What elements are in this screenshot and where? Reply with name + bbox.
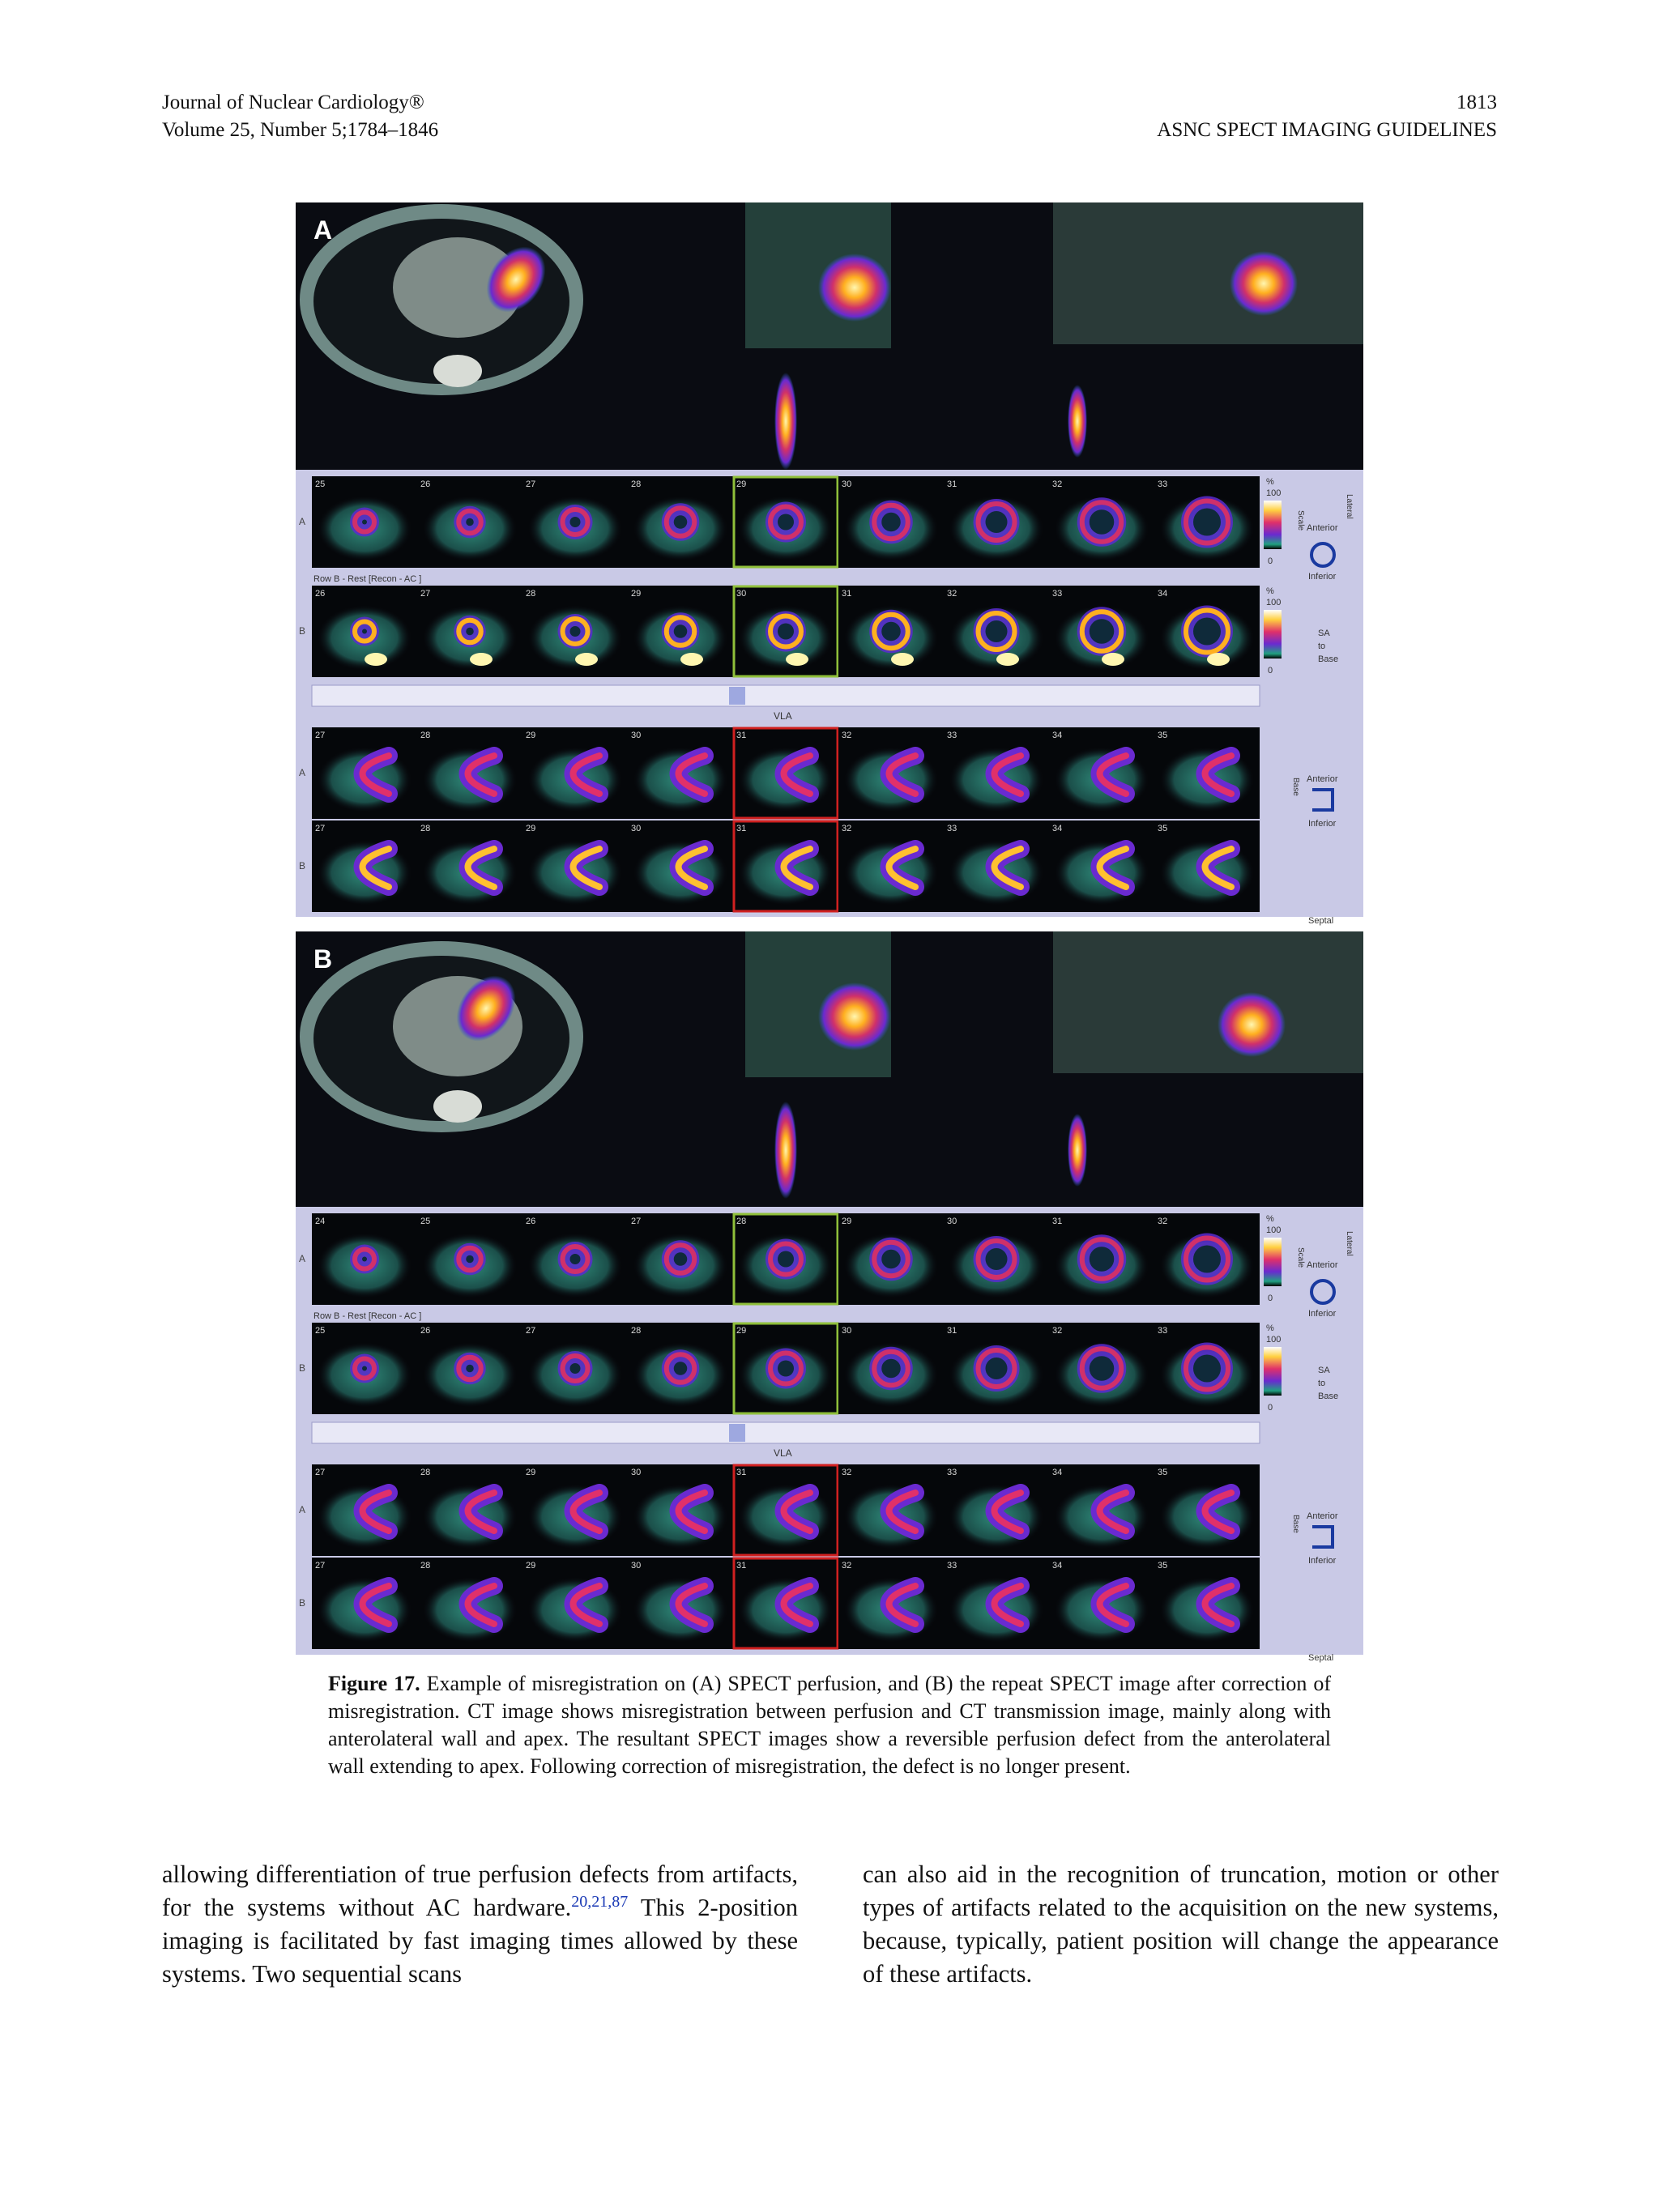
sa-to-base-label: Base	[1318, 1392, 1339, 1401]
slice-number: 31	[947, 479, 957, 489]
lv-cavity	[1090, 509, 1115, 535]
septal-label: Septal	[1308, 1653, 1334, 1663]
slice-number: 34	[1158, 589, 1168, 599]
slice-number: 34	[1052, 1561, 1063, 1571]
lv-cavity	[570, 517, 581, 527]
sa-row-b-slice	[1049, 586, 1154, 677]
vla-row-b-slice	[312, 1558, 417, 1649]
slice-number: 34	[1052, 731, 1063, 740]
sa-row-a-slice	[417, 476, 522, 568]
lv-cavity	[674, 515, 688, 529]
lv-cavity	[778, 514, 794, 531]
slice-number: 30	[631, 731, 642, 740]
slice-number: 33	[947, 1561, 957, 1571]
vla-row-b-slice	[838, 820, 944, 912]
vla-row-a-slice	[838, 1464, 944, 1556]
lv-cavity	[362, 1366, 367, 1371]
vla-row-b-slice	[733, 1558, 838, 1649]
slice-number: 27	[315, 1468, 326, 1477]
inferior-hotspot	[786, 653, 808, 666]
sa-row-b-slice	[1049, 1323, 1154, 1414]
lv-cavity	[466, 518, 474, 526]
scale-max: 100	[1266, 598, 1282, 607]
slice-number: 30	[842, 1326, 852, 1336]
sa-row-a-slice	[522, 476, 628, 568]
journal-name: Journal of Nuclear Cardiology®	[162, 92, 424, 113]
sa-row-a-slice	[312, 1213, 417, 1305]
vla-row-a-slice	[628, 1464, 733, 1556]
scale-side-label: Scale	[1296, 1247, 1305, 1268]
slice-number: 35	[1158, 1468, 1168, 1477]
slice-number: 28	[631, 1326, 642, 1336]
sa-row-b-slice	[522, 1323, 628, 1414]
slice-number: 33	[1052, 589, 1063, 599]
base-label: Base	[1291, 1515, 1300, 1533]
coronal-heart-uptake	[818, 982, 891, 1051]
sa-row-a-slice	[838, 476, 944, 568]
spine	[433, 1090, 482, 1123]
scale-min: 0	[1268, 556, 1273, 566]
scale-max: 100	[1266, 1335, 1282, 1345]
slice-number: 31	[736, 1561, 747, 1571]
row-letter: B	[299, 860, 306, 872]
vla-row-a-slice	[733, 727, 838, 819]
vla-row-a-slice	[838, 727, 944, 819]
lv-cavity	[674, 624, 688, 638]
panel-label: A	[313, 215, 333, 245]
lv-cavity	[570, 626, 581, 637]
sagittal-ct	[1053, 931, 1363, 1073]
body-column-right	[863, 1858, 1499, 1991]
lv-cavity	[466, 1365, 474, 1373]
lv-cavity	[1090, 1356, 1115, 1381]
slice-number: 31	[736, 824, 747, 833]
scale-bar	[1264, 501, 1282, 549]
sa-row-a-slice	[733, 1213, 838, 1305]
slice-number: 30	[736, 589, 747, 599]
slice-viewer	[296, 470, 1363, 926]
vla-row-a-slice	[1154, 727, 1260, 819]
anterior-label: Anterior	[1307, 1260, 1338, 1270]
slice-number: 30	[631, 824, 642, 833]
slice-number: 29	[526, 824, 536, 833]
vla-row-a-slice	[944, 1464, 1049, 1556]
slice-number: 32	[842, 824, 852, 833]
scale-percent: %	[1266, 586, 1274, 596]
sagittal-liver-uptake	[1068, 385, 1087, 458]
figure-caption	[328, 1670, 1331, 1780]
lv-cavity	[674, 1362, 688, 1375]
lv-cavity	[881, 513, 901, 532]
vla-row-a-slice	[522, 727, 628, 819]
vla-row-a-slice	[417, 1464, 522, 1556]
slice-number: 26	[315, 589, 326, 599]
vla-row-b-slice	[733, 820, 838, 912]
body-text-left-1: allowing differentiation of true perfusion defects from artifacts, for the systems without AC hardware.	[162, 1860, 798, 1921]
scale-percent: %	[1266, 1323, 1274, 1333]
slice-number: 32	[1052, 1326, 1063, 1336]
sa-row-b-slice	[417, 1323, 522, 1414]
slice-number: 28	[420, 731, 431, 740]
lv-cavity	[570, 1254, 581, 1264]
row-letter: A	[299, 516, 306, 527]
scale-bar	[1264, 610, 1282, 658]
lv-cavity	[570, 1363, 581, 1374]
lv-cavity	[881, 622, 901, 641]
slice-number: 33	[1158, 479, 1168, 489]
slice-number: 31	[842, 589, 852, 599]
slice-number: 30	[947, 1217, 957, 1226]
vla-row-b-slice	[628, 1558, 733, 1649]
row-letter: A	[299, 767, 306, 778]
inferior-hotspot	[365, 653, 387, 666]
slice-number: 26	[526, 1217, 536, 1226]
scale-percent: %	[1266, 477, 1274, 487]
slice-number: 29	[736, 479, 747, 489]
slice-number: 35	[1158, 731, 1168, 740]
inferior-hotspot	[891, 653, 914, 666]
lv-cavity	[1090, 619, 1115, 644]
sa-row-b-slice	[417, 586, 522, 677]
slice-number: 34	[1052, 1468, 1063, 1477]
slice-number: 25	[315, 479, 326, 489]
sa-row-a-slice	[1154, 476, 1260, 568]
vla-row-b-slice	[417, 1558, 522, 1649]
lv-cavity	[362, 1257, 367, 1262]
inferior-hotspot	[575, 653, 598, 666]
slice-viewer	[296, 1207, 1363, 1663]
volume-info: Volume 25, Number 5;1784–1846	[162, 119, 439, 141]
vla-row-b-slice	[1154, 1558, 1260, 1649]
slice-scrollbar	[312, 685, 1260, 706]
inferior-hotspot	[680, 653, 703, 666]
slice-number: 31	[736, 731, 747, 740]
slice-number: 27	[315, 1561, 326, 1571]
sagittal-ct	[1053, 202, 1363, 344]
lv-cavity	[778, 1361, 794, 1377]
body-text-left-2: This 2-position imaging is facilitated by fast imaging times allowed by these systems. Two sequential scans	[162, 1894, 799, 1988]
slice-number: 29	[842, 1217, 852, 1226]
slice-number: 35	[1158, 1561, 1168, 1571]
vla-row-b-slice	[628, 820, 733, 912]
slice-number: 35	[1158, 824, 1168, 833]
anterior-label: Anterior	[1307, 523, 1338, 533]
vla-row-b-slice	[944, 820, 1049, 912]
slice-number: 30	[842, 479, 852, 489]
slice-number: 26	[420, 479, 431, 489]
sa-row-a-slice	[312, 476, 417, 568]
sa-row-a-slice	[1049, 1213, 1154, 1305]
slice-number: 29	[526, 1561, 536, 1571]
slice-number: 24	[315, 1217, 326, 1226]
sa-row-b-slice	[1154, 1323, 1260, 1414]
vla-row-b-slice	[1049, 1558, 1154, 1649]
anterior-label: Anterior	[1307, 774, 1338, 784]
spine	[433, 355, 482, 387]
lv-cavity	[986, 511, 1008, 533]
scale-bar	[1264, 1238, 1282, 1286]
scrollbar-thumb	[729, 687, 745, 705]
scale-side-label: Scale	[1296, 510, 1305, 531]
lv-cavity	[881, 1250, 901, 1269]
slice-number: 27	[631, 1217, 642, 1226]
sa-to-base-label: to	[1318, 1379, 1326, 1388]
coronal-heart-uptake	[818, 254, 891, 322]
slice-number: 31	[947, 1326, 957, 1336]
sa-row-b-slice	[628, 586, 733, 677]
body-column-left	[162, 1858, 798, 1991]
vla-row-b-slice	[312, 820, 417, 912]
reference-link[interactable]: 20,21,87	[571, 1892, 629, 1911]
slice-number: 28	[631, 479, 642, 489]
slice-number: 30	[631, 1561, 642, 1571]
panel-label: B	[313, 944, 333, 974]
lateral-label: Lateral	[1345, 494, 1354, 519]
slice-number: 28	[420, 1468, 431, 1477]
sa-row-a-slice	[628, 476, 733, 568]
vla-row-b-slice	[522, 820, 628, 912]
vla-row-a-slice	[417, 727, 522, 819]
coronal-liver-uptake	[774, 1102, 797, 1199]
slice-number: 27	[315, 731, 326, 740]
lv-cavity	[778, 1251, 794, 1268]
inferior-label: Inferior	[1308, 1309, 1337, 1319]
slice-number: 28	[526, 589, 536, 599]
running-header-left	[162, 89, 438, 144]
figure-caption-text: Example of misregistration on (A) SPECT perfusion, and (B) the repeat SPECT image after correction of misregistration. CT image shows misregistration between perfusion and CT transmission image, mainly along with anterolateral wall and apex. The resultant SPECT images show a reversible perfusion defect from the anterolateral wall extending to apex. Following correction of misregistration, the defect is no longer present.	[328, 1672, 1331, 1778]
lv-cavity	[778, 624, 794, 640]
page-number: 1813	[1456, 92, 1497, 113]
slice-number: 27	[315, 824, 326, 833]
slice-number: 32	[842, 1561, 852, 1571]
slice-number: 27	[526, 479, 536, 489]
panel-a-image	[296, 202, 1363, 926]
coronal-liver-uptake	[774, 373, 797, 470]
lv-cavity	[674, 1252, 688, 1266]
row-letter: A	[299, 1504, 306, 1515]
lv-cavity	[986, 620, 1008, 642]
figure-label: Figure 17.	[328, 1672, 420, 1695]
scale-max: 100	[1266, 1225, 1282, 1235]
slice-number: 25	[315, 1326, 326, 1336]
slice-number: 30	[631, 1468, 642, 1477]
running-header-right	[1157, 89, 1497, 144]
vla-row-a-slice	[944, 727, 1049, 819]
lv-cavity	[986, 1248, 1008, 1270]
lv-cavity	[362, 520, 367, 525]
slice-number: 28	[736, 1217, 747, 1226]
ct-fusion-views	[296, 931, 1363, 1207]
slice-number: 32	[842, 731, 852, 740]
lv-cavity	[1193, 509, 1221, 536]
lv-cavity	[362, 629, 367, 634]
slice-scrollbar	[312, 1422, 1260, 1443]
row-b-title: Row B - Rest [Recon - AC ]	[313, 574, 422, 584]
inferior-hotspot	[1207, 653, 1230, 666]
slice-number: 27	[526, 1326, 536, 1336]
slice-number: 32	[1052, 479, 1063, 489]
vla-row-b-slice	[944, 1558, 1049, 1649]
sa-row-a-slice	[522, 1213, 628, 1305]
lv-cavity	[1193, 618, 1221, 646]
vla-row-b-slice	[1049, 820, 1154, 912]
vla-row-a-slice	[628, 727, 733, 819]
scale-min: 0	[1268, 1403, 1273, 1413]
lv-cavity	[466, 628, 474, 636]
slice-number: 32	[842, 1468, 852, 1477]
sa-to-base-label: Base	[1318, 654, 1339, 664]
slice-number: 29	[631, 589, 642, 599]
panel-b-image	[296, 931, 1363, 1663]
inferior-hotspot	[470, 653, 493, 666]
vla-label: VLA	[774, 710, 792, 722]
scale-max: 100	[1266, 488, 1282, 498]
slice-number: 32	[947, 589, 957, 599]
figure-panel-b	[296, 931, 1363, 1663]
lv-cavity	[986, 1357, 1008, 1379]
vla-row-a-slice	[312, 1464, 417, 1556]
inferior-hotspot	[1102, 653, 1124, 666]
sa-row-a-slice	[838, 1213, 944, 1305]
lv-cavity	[1193, 1355, 1221, 1383]
vla-row-a-slice	[1154, 1464, 1260, 1556]
vla-row-a-slice	[1049, 1464, 1154, 1556]
slice-number: 32	[1158, 1217, 1168, 1226]
lv-cavity	[1090, 1247, 1115, 1272]
slice-number: 25	[420, 1217, 431, 1226]
row-b-title: Row B - Rest [Recon - AC ]	[313, 1311, 422, 1321]
figure-panel-a	[296, 202, 1363, 926]
sa-row-b-slice	[522, 586, 628, 677]
inferior-hotspot	[996, 653, 1019, 666]
sa-row-b-slice	[1154, 586, 1260, 677]
slice-number: 29	[526, 1468, 536, 1477]
sa-row-a-slice	[1154, 1213, 1260, 1305]
sa-row-a-slice	[733, 476, 838, 568]
body-text-right: can also aid in the recognition of truncation, motion or other types of artifacts related to the acquisition on the new systems, because, typically, patient position will change the appearance of these artifacts.	[863, 1860, 1499, 1988]
inferior-label: Inferior	[1308, 819, 1337, 829]
sa-row-b-slice	[944, 1323, 1049, 1414]
sa-to-base-label: to	[1318, 641, 1326, 651]
lateral-label: Lateral	[1345, 1231, 1354, 1256]
sa-row-a-slice	[417, 1213, 522, 1305]
vla-row-b-slice	[1154, 820, 1260, 912]
row-letter: A	[299, 1253, 306, 1264]
sa-row-a-slice	[1049, 476, 1154, 568]
slice-number: 27	[420, 589, 431, 599]
sa-row-b-slice	[838, 1323, 944, 1414]
slice-number: 33	[947, 824, 957, 833]
sa-row-a-slice	[944, 476, 1049, 568]
slice-number: 33	[947, 731, 957, 740]
scale-min: 0	[1268, 1294, 1273, 1303]
slice-number: 28	[420, 1561, 431, 1571]
slice-number: 33	[947, 1468, 957, 1477]
slice-number: 29	[736, 1326, 747, 1336]
sa-row-b-slice	[628, 1323, 733, 1414]
sa-row-b-slice	[312, 586, 417, 677]
sa-row-a-slice	[628, 1213, 733, 1305]
sa-to-base-label: SA	[1318, 629, 1330, 638]
base-label: Base	[1291, 778, 1300, 796]
lv-cavity	[881, 1359, 901, 1379]
sa-row-b-slice	[312, 1323, 417, 1414]
slice-number: 26	[420, 1326, 431, 1336]
slice-number: 33	[1158, 1326, 1168, 1336]
row-letter: B	[299, 1597, 306, 1609]
sagittal-heart-uptake	[1230, 251, 1298, 316]
scale-percent: %	[1266, 1214, 1274, 1224]
vla-label: VLA	[774, 1447, 792, 1459]
septal-label: Septal	[1308, 916, 1334, 926]
sa-row-b-slice	[838, 586, 944, 677]
anterior-label: Anterior	[1307, 1511, 1338, 1521]
slice-number: 34	[1052, 824, 1063, 833]
vla-row-b-slice	[417, 820, 522, 912]
vla-row-a-slice	[522, 1464, 628, 1556]
scale-bar	[1264, 1347, 1282, 1396]
sa-row-a-slice	[944, 1213, 1049, 1305]
ct-fusion-views	[296, 202, 1363, 470]
scale-min: 0	[1268, 666, 1273, 676]
sa-to-base-label: SA	[1318, 1366, 1330, 1375]
inferior-label: Inferior	[1308, 572, 1337, 582]
vla-row-a-slice	[312, 727, 417, 819]
slice-number: 29	[526, 731, 536, 740]
slice-number: 31	[736, 1468, 747, 1477]
lv-cavity	[1193, 1246, 1221, 1273]
slice-number: 31	[1052, 1217, 1063, 1226]
row-letter: B	[299, 625, 306, 637]
running-title: ASNC SPECT IMAGING GUIDELINES	[1157, 119, 1497, 141]
lv-cavity	[466, 1255, 474, 1264]
vla-row-a-slice	[733, 1464, 838, 1556]
inferior-label: Inferior	[1308, 1556, 1337, 1566]
sagittal-liver-uptake	[1068, 1114, 1087, 1187]
sa-row-b-slice	[733, 1323, 838, 1414]
sa-row-b-slice	[944, 586, 1049, 677]
scrollbar-thumb	[729, 1424, 745, 1442]
sagittal-heart-uptake	[1218, 992, 1286, 1057]
sa-row-b-slice	[733, 586, 838, 677]
slice-number: 28	[420, 824, 431, 833]
vla-row-b-slice	[838, 1558, 944, 1649]
vla-row-b-slice	[522, 1558, 628, 1649]
vla-row-a-slice	[1049, 727, 1154, 819]
row-letter: B	[299, 1362, 306, 1374]
